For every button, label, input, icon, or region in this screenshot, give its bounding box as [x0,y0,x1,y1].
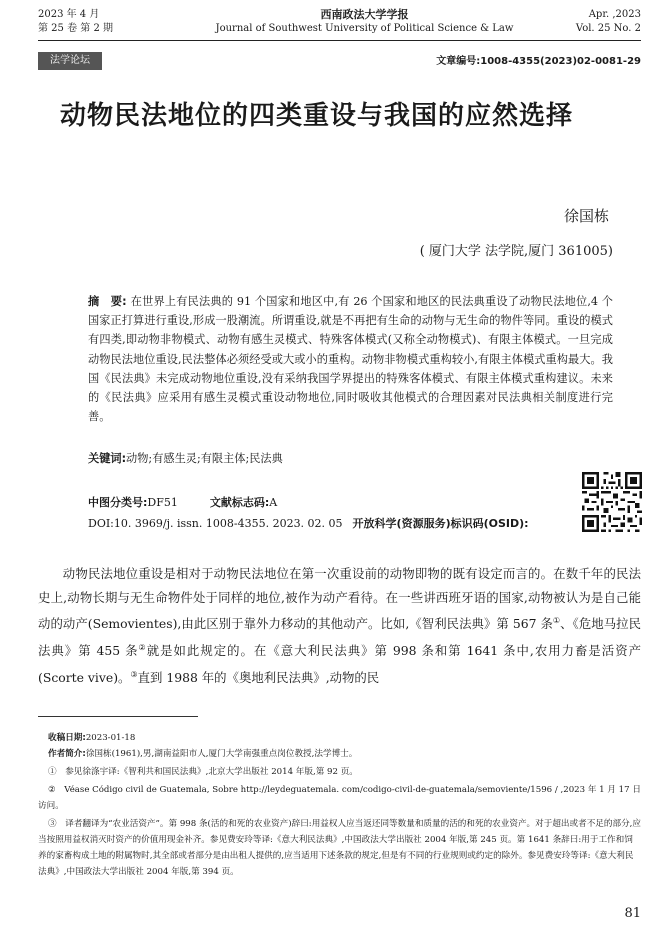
keywords-text: 动物;有感生灵;有限主体;民法典 [126,452,283,465]
classification-line [88,494,277,510]
abstract-text: 在世界上有民法典的 91 个国家和地区中,有 26 个国家和地区的民法典重设了动物民法地位,4 个国家正打算进行重设,形成一股潮流。所谓重设,就是不再把有生命的动物与无生命的物件等同。重设的模式有四类,即动物非物模式、动物有感生灵模式、特殊客体模式(又称全动物模式)、有限主体模式。一旦完成动物民法地位重设,民法整体必须经受或大或小的重构。动物非物模式重构较小,有限主体模式重构最大。我国《民法典》未完成动物地位重设,没有采纳我国学界提出的特殊客体模式、有限主体模式重构建议。未来的《民法典》应采用有感生灵模式重设动物地位,同时吸收其他模式的合理因素对民法典相关制度进行完善。 [88,295,613,424]
author-name: 徐国栋 [563,207,609,225]
body-paragraph [38,562,641,689]
column-tag: 法学论坛 [38,52,102,70]
clc-label: 中图分类号: [88,496,148,509]
osid-label: 开放科学(资源服务)标识码(OSID): [352,517,529,530]
author-affiliation: ( 厦门大学 法学院,厦门 361005) [419,244,613,259]
issue-date-en: Apr. ,2023 [588,9,641,20]
doi-line [88,515,529,531]
doc-code-value: A [269,496,278,509]
header-center [198,8,531,36]
volume-cn: 第 25 卷 第 2 期 [38,23,113,34]
footnote-rule [38,716,198,717]
body-text-2: 、《危地马拉民法典》第 455 条 [38,616,641,659]
abstract [88,292,613,426]
running-header [38,8,641,44]
received-label: 收稿日期: [48,733,86,743]
body-text-3: 就是如此规定的。在《意大利民法典》第 998 条和第 1641 条中,农用力畜是活资产(Scorte vive)。 [38,643,641,685]
body-text-1: 动物民法地位重设是相对于动物民法地位在第一次重设前的动物即物的既有设定而言的。在数千年的民法史上,动物长期与无生命物件处于同样的地位,被作为动产看待。在一些讲西班牙语的国家,动物被认为是自己能动的动产(Semovientes),由此区别于靠外力移动的其他动产。比如,《智利民法典》第 567 条 [38,566,641,632]
author-bio [38,746,641,762]
footnote-2: ② Véase Código civil de Guatemala, Sobre http://leydeguatemala. com/codigo-civil-de-guatemala/semoviente/1596 / ,2023 年 1 月 17 日访问。 [38,785,641,811]
clc-value: DF51 [147,496,178,509]
footnote-3: ③ 译者翻译为“农业活资产”。第 998 条(活的和死的农业资产)辞曰:用益权人应当返还同等数量和质量的活的和死的农业资产。对于超出或者不足的部分,应当按照用益权消灭时资产的价值用现金补齐。参见费安玲等译:《意大利民法典》,中国政法大学出版社 2004 年版,第 245 页。第 1641 条辞曰:用于工作和饲养的家畜构成土地的附属物时,其全部或者部分是由出租人提供的,应当适用下述条款的规定,但是有不同的行业规则或约定的除外。参见费安玲等译:《意大利民法典》,中国政法大学出版社 2004 年版,第 394 页。 [38,819,641,877]
qr-code [582,472,642,532]
header-right [576,8,641,36]
page-number: 81 [624,906,641,921]
journal-name-cn: 西南政法大学学报 [320,8,409,21]
body-text-4: 直到 1988 年的《奥地利民法典》,动物的民 [137,669,380,685]
volume-en: Vol. 25 No. 2 [575,23,641,34]
article-number: 文章编号:1008-4355(2023)02-0081-29 [436,56,641,67]
keywords [88,450,613,466]
footnotes [38,730,641,880]
footnote-1: ① 参见徐涤宇译:《智利共和国民法典》,北京大学出版社 2014 年版,第 92 页。 [48,767,358,777]
header-left [38,8,113,36]
author-bio-label: 作者简介: [48,749,86,759]
received-value: 2023-01-18 [85,733,136,743]
footnote-ref-2[interactable]: ② [138,642,147,652]
header-rule [38,40,641,41]
keywords-label: 关键词: [88,452,127,465]
doc-code-label: 文献标志码: [209,496,270,509]
footnote-ref-3[interactable]: ③ [130,669,138,679]
article-title: 动物民法地位的四类重设与我国的应然选择 [60,101,574,131]
author-bio-text: 徐国栋(1961),男,湖南益阳市人,厦门大学南强重点岗位教授,法学博士。 [85,749,358,759]
issue-date-cn: 2023 年 4 月 [38,9,100,20]
received-date [38,730,641,746]
footnote-ref-1[interactable]: ① [552,616,561,626]
journal-name-en: Journal of Southwest University of Political Science & Law [215,23,514,34]
doi: DOI:10. 3969/j. issn. 1008-4355. 2023. 02. 05 [88,517,343,530]
abstract-label: 摘 要: [88,295,127,308]
